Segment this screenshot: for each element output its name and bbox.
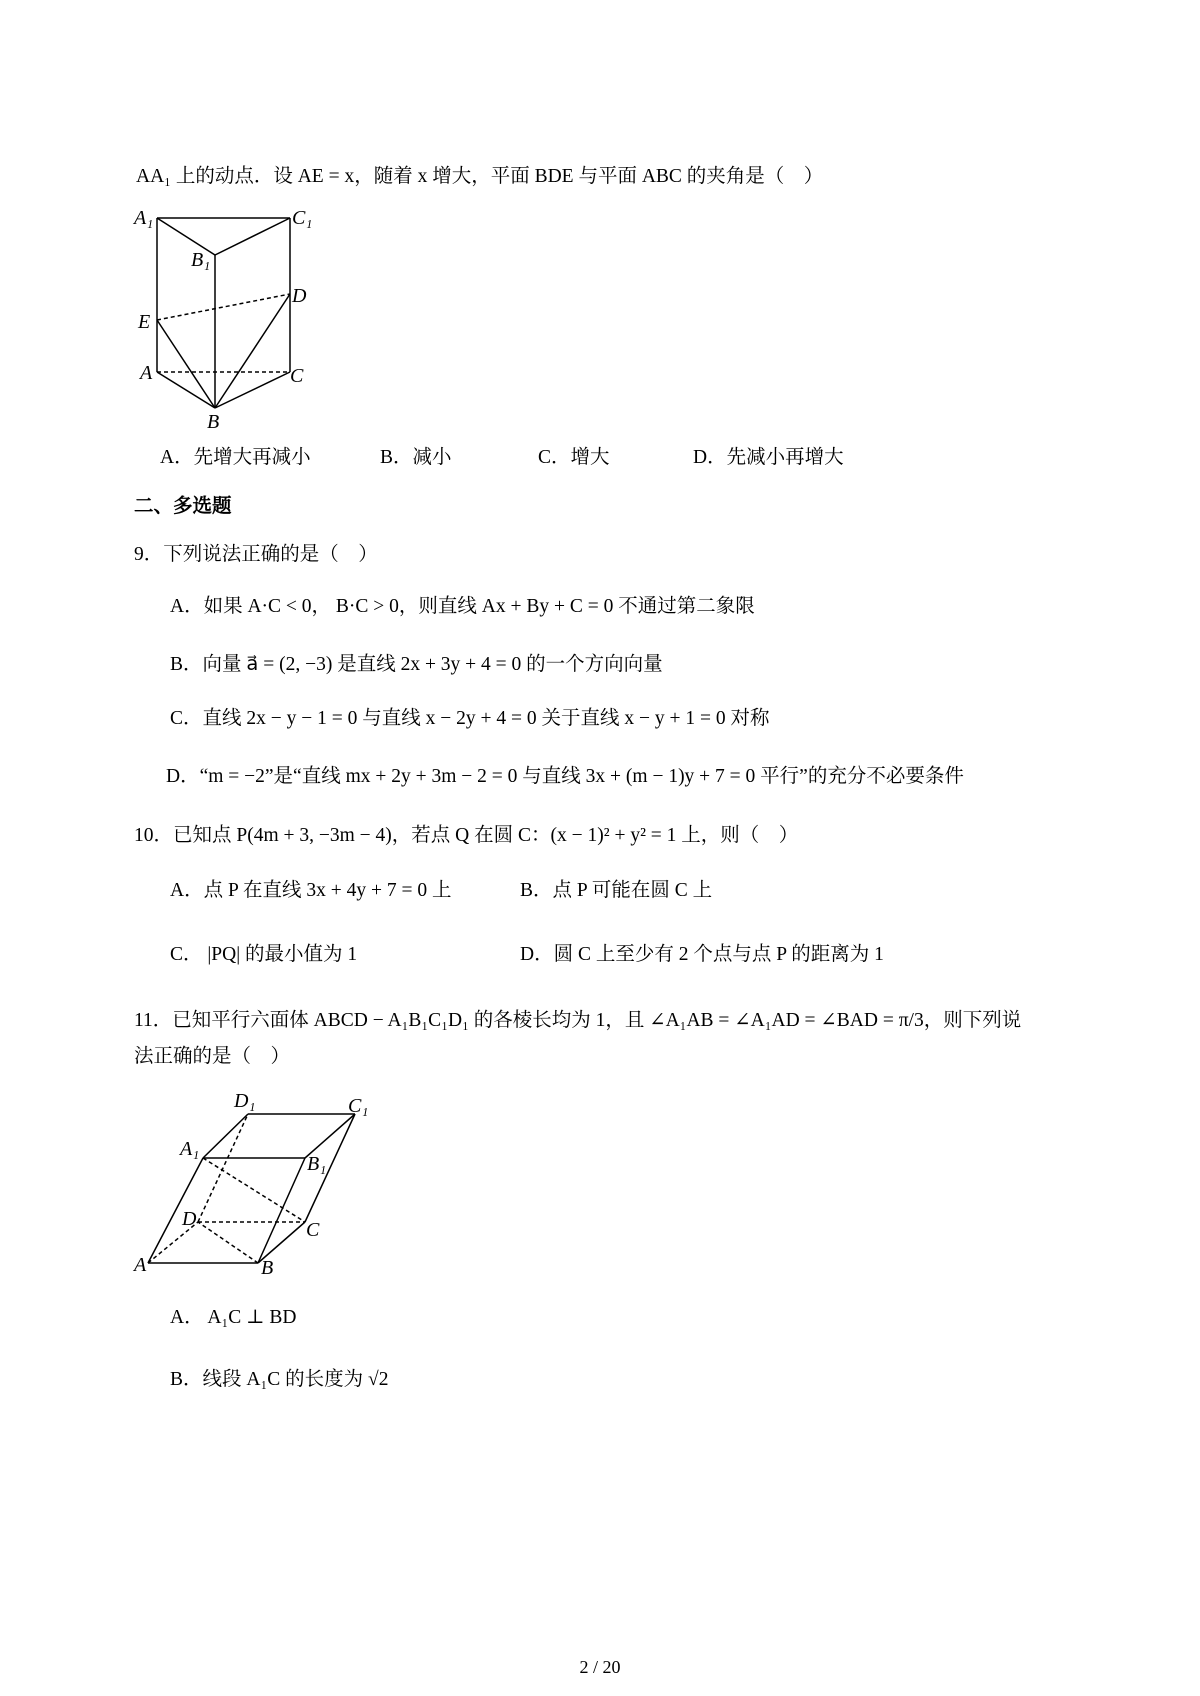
label-b1: B₁ bbox=[307, 1153, 327, 1175]
q8-stem: AA₁ 上的动点．设 AE = x，随着 x 增大，平面 BDE 与平面 ABC 的夹角是（ ） bbox=[136, 166, 824, 187]
label-d1: D₁ bbox=[234, 1090, 256, 1112]
label-b: B bbox=[207, 411, 220, 433]
edge-d-d1 bbox=[198, 1114, 248, 1222]
page-number: 2 / 20 bbox=[579, 1657, 621, 1677]
q9-option-c: C．直线 2x − y − 1 = 0 与直线 x − 2y + 4 = 0 关于直线 x − y + 1 = 0 对称 bbox=[170, 708, 770, 729]
edge-b1-c1 bbox=[215, 218, 290, 255]
label-b1: B₁ bbox=[191, 249, 211, 271]
label-c: C bbox=[306, 1219, 320, 1241]
edge-b1-c1 bbox=[305, 1114, 355, 1158]
label-b: B bbox=[261, 1257, 274, 1279]
q10-option-d: D．圆 C 上至少有 2 个点与点 P 的距离为 1 bbox=[520, 944, 884, 965]
label-d: D bbox=[182, 1208, 197, 1230]
section-title: 二、多选题 bbox=[134, 496, 232, 517]
q11-option-b: B．线段 A₁C 的长度为 √2 bbox=[170, 1369, 389, 1390]
q11-option-a: A． A₁C ⊥ BD bbox=[170, 1307, 297, 1328]
edge-b-b1 bbox=[258, 1158, 305, 1263]
edge-a1-d1 bbox=[203, 1114, 248, 1158]
label-c1: C₁ bbox=[348, 1095, 369, 1117]
q11-stem-line2: 法正确的是（ ） bbox=[134, 1046, 291, 1067]
label-a1: A₁ bbox=[180, 1138, 200, 1160]
q9-option-d: D．“m = −2”是“直线 mx + 2y + 3m − 2 = 0 与直线 3x + (m − 1)y + 7 = 0 平行”的充分不必要条件 bbox=[166, 766, 964, 787]
edge-e-b bbox=[157, 320, 215, 408]
label-a: A bbox=[134, 1254, 147, 1276]
label-a: A bbox=[140, 362, 153, 384]
label-c1: C₁ bbox=[292, 207, 313, 229]
edge-d-b bbox=[215, 294, 290, 408]
q8-option-a: A．先增大再减小 bbox=[160, 447, 311, 468]
q9-stem: 9．下列说法正确的是（ ） bbox=[134, 544, 378, 565]
q9-option-b: B．向量 a⃗ = (2, −3) 是直线 2x + 3y + 4 = 0 的一个方向向量 bbox=[170, 654, 663, 675]
diag-a1-c bbox=[203, 1158, 305, 1222]
q9-option-a: A．如果 A·C < 0， B·C > 0，则直线 Ax + By + C = 0 不通过第二象限 bbox=[170, 596, 755, 617]
q10-option-a: A．点 P 在直线 3x + 4y + 7 = 0 上 bbox=[170, 880, 452, 901]
q10-option-c: C． |PQ| 的最小值为 1 bbox=[170, 944, 358, 965]
q10-option-b: B．点 P 可能在圆 C 上 bbox=[520, 880, 713, 901]
diag-b-d bbox=[198, 1222, 258, 1263]
label-e: E bbox=[138, 311, 151, 333]
label-c: C bbox=[290, 365, 304, 387]
q8-option-c: C．增大 bbox=[538, 447, 610, 468]
q8-option-b: B．减小 bbox=[380, 447, 452, 468]
edge-e-d bbox=[157, 294, 290, 320]
edge-a-b bbox=[157, 372, 215, 408]
label-d: D bbox=[292, 285, 307, 307]
q8-option-d: D．先减小再增大 bbox=[693, 447, 844, 468]
q11-stem-line1: 11．已知平行六面体 ABCD − A₁B₁C₁D₁ 的各棱长均为 1，且 ∠A₁AB = ∠A₁AD = ∠BAD = π/3，则下列说 bbox=[134, 1010, 1022, 1031]
label-a1: A₁ bbox=[134, 207, 154, 229]
q10-stem: 10．已知点 P(4m + 3, −3m − 4)，若点 Q 在圆 C：(x − 1)² + y² = 1 上，则（ ） bbox=[134, 825, 799, 846]
